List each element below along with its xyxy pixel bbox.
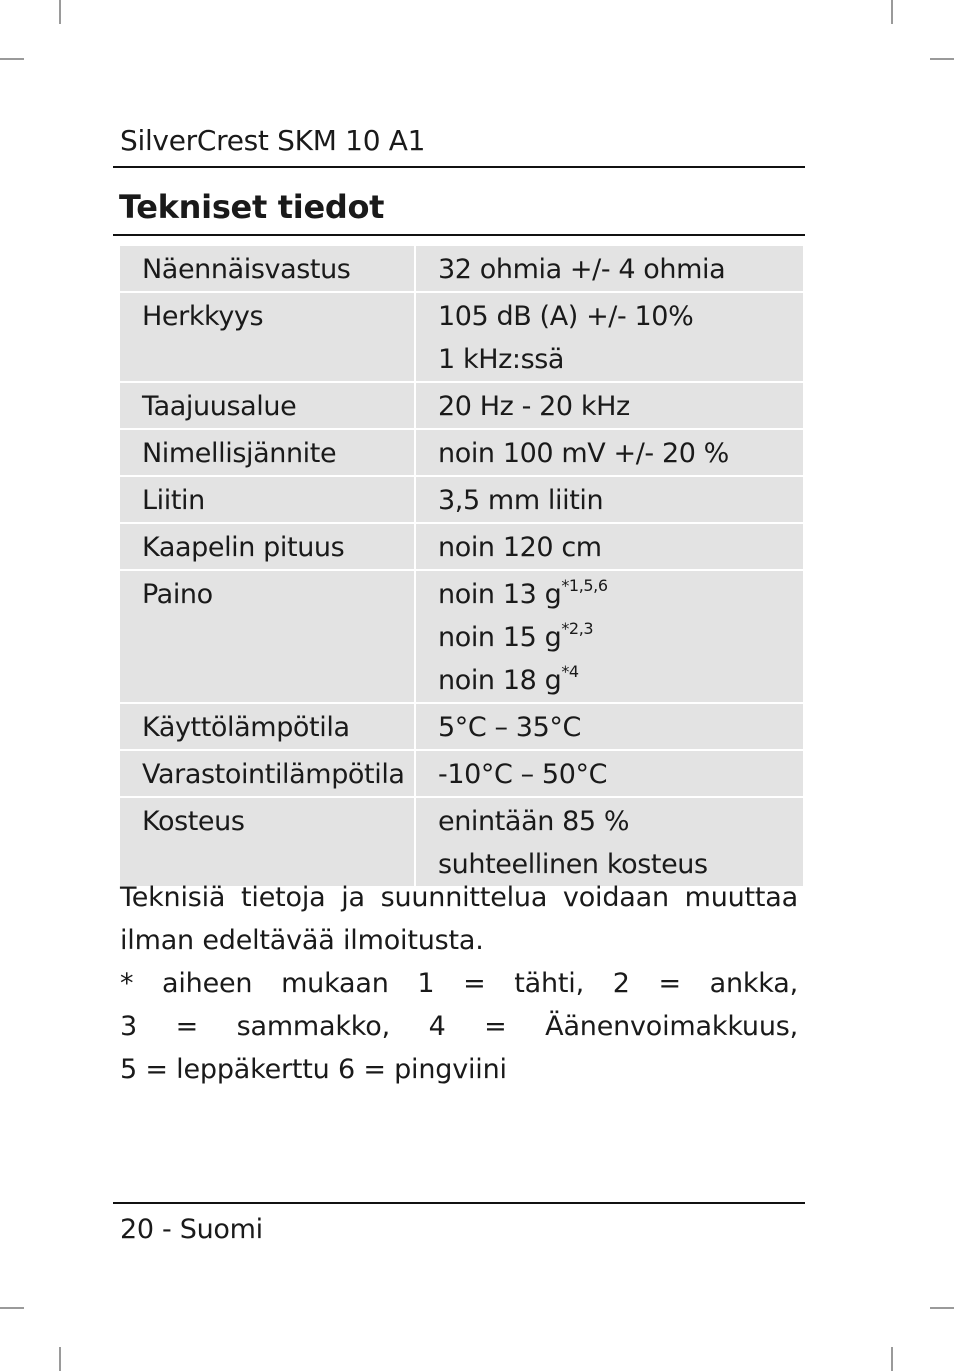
crop-mark — [0, 1307, 24, 1309]
crop-mark — [930, 1307, 954, 1309]
footnote-line: 3 = sammakko, 4 = Äänenvoimakkuus, — [120, 1011, 798, 1042]
spec-label: Herkkyys — [119, 292, 415, 382]
footnote-line: * aiheen mukaan 1 = tähti, 2 = ankka, — [120, 968, 798, 999]
spec-label: Näennäisvastus — [119, 245, 415, 292]
crop-mark — [59, 0, 61, 24]
footnote-line: 5 = leppäkerttu 6 = pingviini — [120, 1054, 507, 1085]
spec-value-line: 3,5 mm liitin — [438, 485, 604, 516]
document-header-title: SilverCrest SKM 10 A1 — [120, 124, 426, 157]
spec-row — [119, 570, 804, 703]
spec-row — [119, 245, 804, 292]
footnote-marker: *4 — [561, 662, 579, 681]
footer-rule — [113, 1202, 805, 1204]
spec-label: Varastointilämpötila — [119, 750, 415, 797]
crop-mark — [891, 0, 893, 24]
spec-label: Liitin — [119, 476, 415, 523]
spec-row — [119, 429, 804, 476]
spec-value — [415, 523, 804, 570]
spec-value — [415, 476, 804, 523]
footnote — [120, 962, 798, 1091]
crop-mark — [0, 58, 24, 60]
spec-row — [119, 750, 804, 797]
spec-value — [415, 429, 804, 476]
section-rule — [113, 234, 805, 236]
spec-value — [415, 382, 804, 429]
spec-value — [415, 703, 804, 750]
spec-label: Käyttölämpötila — [119, 703, 415, 750]
footnote-marker: *1,5,6 — [561, 576, 608, 595]
spec-row — [119, 292, 804, 382]
crop-mark — [59, 1347, 61, 1371]
spec-value — [415, 292, 804, 382]
page-number: 20 - Suomi — [120, 1214, 263, 1245]
header-rule — [113, 166, 805, 168]
spec-value-line: noin 120 cm — [438, 532, 602, 563]
spec-row — [119, 523, 804, 570]
spec-value-line — [438, 659, 803, 702]
spec-value — [415, 570, 804, 703]
spec-row — [119, 476, 804, 523]
spec-value-line: 105 dB (A) +/- 10% — [438, 301, 694, 332]
spec-value — [415, 797, 804, 887]
spec-value-line — [438, 616, 803, 659]
change-notice-line: ilman edeltävää ilmoitusta. — [120, 925, 484, 956]
spec-label: Paino — [119, 570, 415, 703]
spec-value-line: -10°C – 50°C — [438, 759, 608, 790]
spec-row — [119, 797, 804, 887]
weight-text: noin 13 g — [438, 579, 562, 610]
spec-label: Taajuusalue — [119, 382, 415, 429]
section-title: Tekniset tiedot — [119, 188, 385, 226]
spec-value-line: 32 ohmia +/- 4 ohmia — [438, 254, 726, 285]
spec-value-line: enintään 85 % — [438, 806, 630, 837]
spec-value-line: suhteellinen kosteus — [438, 849, 708, 880]
spec-label: Nimellisjännite — [119, 429, 415, 476]
weight-text: noin 15 g — [438, 622, 562, 653]
spec-row — [119, 703, 804, 750]
footnote-marker: *2,3 — [561, 619, 594, 638]
spec-row — [119, 382, 804, 429]
spec-value — [415, 245, 804, 292]
crop-mark — [930, 58, 954, 60]
spec-value — [415, 750, 804, 797]
spec-value-line: 20 Hz - 20 kHz — [438, 391, 630, 422]
change-notice-line: Teknisiä tietoja ja suunnittelua voidaan muuttaa — [120, 882, 798, 913]
spec-value-line: 5°C – 35°C — [438, 712, 581, 743]
spec-value-line: noin 100 mV +/- 20 % — [438, 438, 729, 469]
spec-label: Kaapelin pituus — [119, 523, 415, 570]
change-notice — [120, 876, 798, 962]
spec-value-line: 1 kHz:ssä — [438, 344, 565, 375]
spec-value-line — [438, 573, 803, 616]
crop-mark — [891, 1347, 893, 1371]
weight-text: noin 18 g — [438, 665, 562, 696]
spec-label: Kosteus — [119, 797, 415, 887]
spec-table — [118, 244, 805, 888]
